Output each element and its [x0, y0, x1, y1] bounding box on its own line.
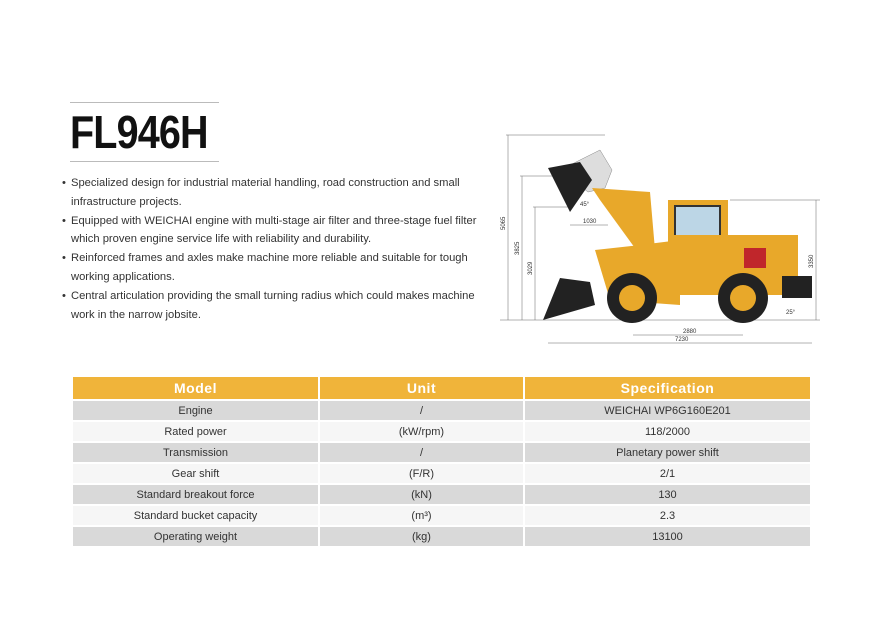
feature-item: • Central articulation providing the small turning radius which could makes machine work in the narrow jobsite. — [62, 287, 482, 325]
model-title-text: FL946H — [70, 106, 208, 158]
dim-dump-angle: 45° — [580, 202, 590, 208]
spec-table — [71, 375, 812, 548]
cell-unit: (kg) — [320, 527, 523, 546]
cell-parameter: Rated power — [73, 422, 318, 441]
loader-illustration — [543, 150, 812, 323]
loader-dimension-diagram — [500, 130, 820, 350]
dim-wheelbase: 2880 — [683, 329, 697, 335]
dim-max-height: 5065 — [501, 216, 507, 230]
cell-parameter: Standard bucket capacity — [73, 506, 318, 525]
cell-value: 118/2000 — [525, 422, 810, 441]
cell-value: 2/1 — [525, 464, 810, 483]
cell-parameter: Gear shift — [73, 464, 318, 483]
cell-unit: (kW/rpm) — [320, 422, 523, 441]
feature-item: • Specialized design for industrial material handling, road construction and small infrastructure projects. — [62, 174, 482, 212]
table-row — [73, 443, 810, 462]
header-model: Model — [73, 377, 318, 399]
cell-unit: (F/R) — [320, 464, 523, 483]
feature-item: • Reinforced frames and axles make machine more reliable and suitable for tough working applications. — [62, 249, 482, 287]
dim-dump-height: 3825 — [515, 241, 521, 255]
dim-reach: 1030 — [583, 219, 597, 225]
feature-item: • Equipped with WEICHAI engine with multi-stage air filter and three-stage fuel filter which proven engine service life with reliability and durability. — [62, 212, 482, 250]
cell-unit: (m³) — [320, 506, 523, 525]
cell-unit: / — [320, 443, 523, 462]
cell-parameter: Standard breakout force — [73, 485, 318, 504]
table-row — [73, 485, 810, 504]
header-unit: Unit — [320, 377, 523, 399]
table-row — [73, 401, 810, 420]
dim-pin-height: 3029 — [528, 261, 534, 275]
cell-parameter: Engine — [73, 401, 318, 420]
cell-parameter: Transmission — [73, 443, 318, 462]
cell-value: 13100 — [525, 527, 810, 546]
dim-height: 3350 — [809, 254, 815, 268]
cell-unit: (kN) — [320, 485, 523, 504]
table-row — [73, 464, 810, 483]
cell-value: 2.3 — [525, 506, 810, 525]
cell-value: WEICHAI WP6G160E201 — [525, 401, 810, 420]
table-row — [73, 527, 810, 546]
cell-unit: / — [320, 401, 523, 420]
dim-departure-angle: 25° — [786, 310, 796, 316]
cell-parameter: Operating weight — [73, 527, 318, 546]
table-row — [73, 506, 810, 525]
cell-value: Planetary power shift — [525, 443, 810, 462]
table-row — [73, 422, 810, 441]
cell-value: 130 — [525, 485, 810, 504]
model-title — [70, 102, 219, 162]
feature-list — [62, 174, 482, 324]
dim-length: 7230 — [675, 337, 689, 343]
header-specification: Specification — [525, 377, 810, 399]
